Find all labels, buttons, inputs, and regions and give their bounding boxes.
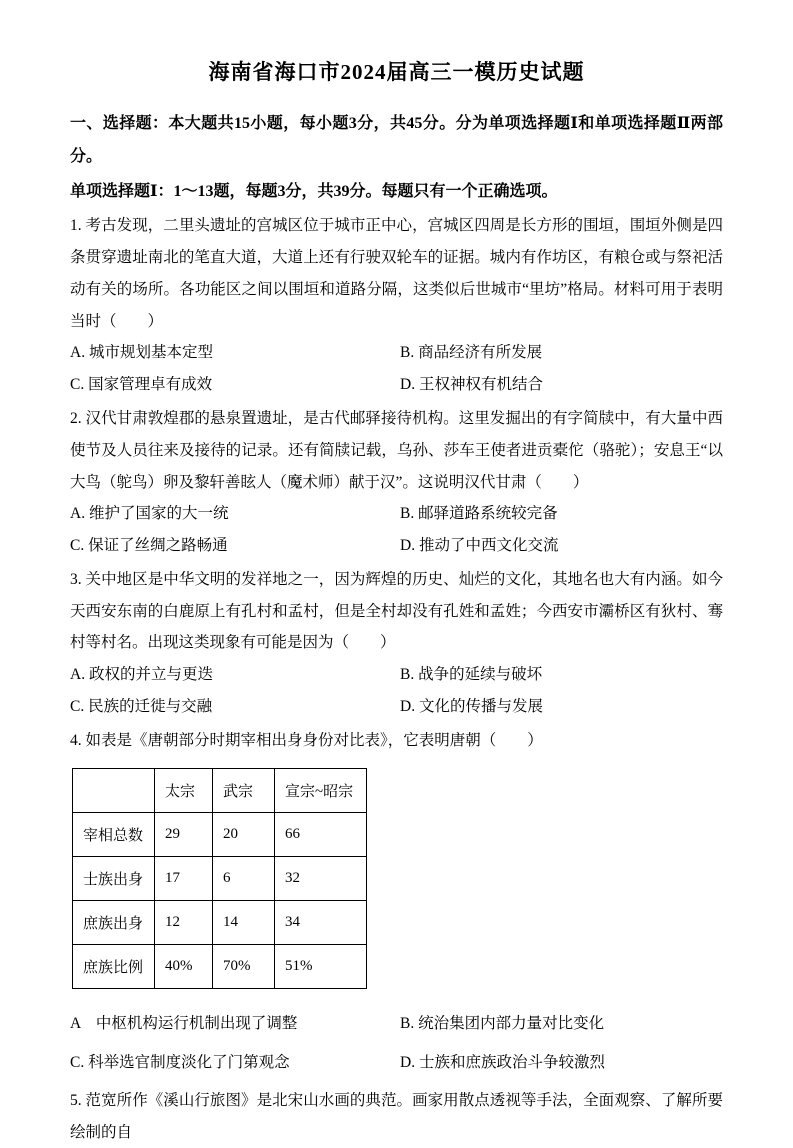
table-cell: 20: [213, 813, 275, 857]
table-cell: 17: [155, 857, 213, 901]
table-row: [73, 857, 367, 901]
table-row-label: 庶族比例: [73, 945, 155, 989]
table-row-label: 宰相总数: [73, 813, 155, 857]
question-2-stem: 2. 汉代甘肃敦煌郡的悬泉置遗址，是古代邮驿接待机构。这里发掘出的有字简牍中，有大量中西使节及人员往来及接待的记录。还有简牍记载，乌孙、莎车王使者进贡橐佗（骆驼）；安息王“以大鸟（鸵鸟）卵及黎轩善眩人（魔术师）献于汉”。这说明汉代甘肃（ ）: [70, 409, 723, 491]
question-4-option-c: C. 科举选官制度淡化了门第观念: [70, 1054, 290, 1072]
question-1-option-c: C. 国家管理卓有成效: [70, 376, 213, 394]
question-2: [70, 403, 723, 562]
question-3-options-row-2: [70, 691, 723, 723]
table-header-cell: 宣宗~昭宗: [275, 769, 367, 813]
question-5: [70, 1085, 723, 1148]
question-4-options-row-2: [70, 1044, 723, 1083]
question-3: [70, 564, 723, 723]
question-1-options-row-2: [70, 369, 723, 401]
table-cell: 32: [275, 857, 367, 901]
table-header-cell: 武宗: [213, 769, 275, 813]
question-1: [70, 210, 723, 401]
question-4-option-d: D. 士族和庶族政治斗争较激烈: [400, 1054, 605, 1072]
section-intro: 一、选择题：本大题共15小题，每小题3分，共45分。分为单项选择题Ⅰ和单项选择题Ⅱ两部分。: [70, 115, 723, 165]
question-4-table: [72, 768, 367, 989]
question-5-stem: 5. 范宽所作《溪山行旅图》是北宋山水画的典范。画家用散点透视等手法，全面观察、了解所要绘制的自: [70, 1091, 723, 1141]
table-cell: 51%: [275, 945, 367, 989]
question-4-option-a: A 中枢机构运行机制出现了调整: [70, 1015, 298, 1033]
question-4-option-b: B. 统治集团内部力量对比变化: [400, 1015, 605, 1033]
question-2-option-d: D. 推动了中西文化交流: [400, 537, 559, 555]
table-row-label: 庶族出身: [73, 901, 155, 945]
question-3-stem: 3. 关中地区是中华文明的发祥地之一，因为辉煌的历史、灿烂的文化，其地名也大有内涵。如今天西安东南的白鹿原上有孔村和孟村，但是全村却没有孔姓和孟姓；今西安市灞桥区有狄村、骞村等村名。出现这类现象有可能是因为（ ）: [70, 570, 723, 652]
question-1-option-d: D. 王权神权有机结合: [400, 376, 543, 394]
question-2-option-a: A. 维护了国家的大一统: [70, 505, 229, 523]
table-cell: 34: [275, 901, 367, 945]
question-3-option-d: D. 文化的传播与发展: [400, 697, 543, 715]
question-1-option-b: B. 商品经济有所发展: [400, 344, 543, 362]
page-title: 海南省海口市2024届高三一模历史试题: [208, 60, 585, 84]
question-4-stem: 4. 如表是《唐朝部分时期宰相出身身份对比表》，它表明唐朝（ ）: [70, 731, 543, 749]
table-cell: 29: [155, 813, 213, 857]
question-2-options-row-2: [70, 530, 723, 562]
table-cell: 70%: [213, 945, 275, 989]
question-4-options-row-1: [70, 1005, 723, 1044]
question-1-options-row-1: [70, 337, 723, 369]
table-row: [73, 901, 367, 945]
table-row: [73, 813, 367, 857]
question-2-options-row-1: [70, 498, 723, 530]
part1-intro: 单项选择题Ⅰ：1～13题，每题3分，共39分。每题只有一个正确选项。: [70, 182, 558, 200]
table-header-cell-empty: [73, 769, 155, 813]
table-cell: 6: [213, 857, 275, 901]
table-cell: 14: [213, 901, 275, 945]
table-header-row: [73, 769, 367, 813]
question-1-option-a: A. 城市规划基本定型: [70, 344, 213, 362]
table-row-label: 士族出身: [73, 857, 155, 901]
table-cell: 66: [275, 813, 367, 857]
question-3-option-c: C. 民族的迁徙与交融: [70, 697, 213, 715]
question-3-options-row-1: [70, 659, 723, 691]
table-cell: 40%: [155, 945, 213, 989]
table-cell: 12: [155, 901, 213, 945]
question-4: [70, 725, 723, 1083]
question-3-option-a: A. 政权的并立与更迭: [70, 666, 213, 684]
question-3-option-b: B. 战争的延续与破坏: [400, 666, 543, 684]
question-2-option-c: C. 保证了丝绸之路畅通: [70, 537, 228, 555]
table-row: [73, 945, 367, 989]
table-header-cell: 太宗: [155, 769, 213, 813]
question-2-option-b: B. 邮驿道路系统较完备: [400, 505, 558, 523]
question-1-stem: 1. 考古发现，二里头遗址的宫城区位于城市正中心，宫城区四周是长方形的围垣，围垣外侧是四条贯穿遗址南北的笔直大道，大道上还有行驶双轮车的证据。城内有作坊区，有粮仓或与祭祀活动有关的场所。各功能区之间以围垣和道路分隔，这类似后世城市“里坊”格局。材料可用于表明当时（ ）: [70, 217, 723, 330]
